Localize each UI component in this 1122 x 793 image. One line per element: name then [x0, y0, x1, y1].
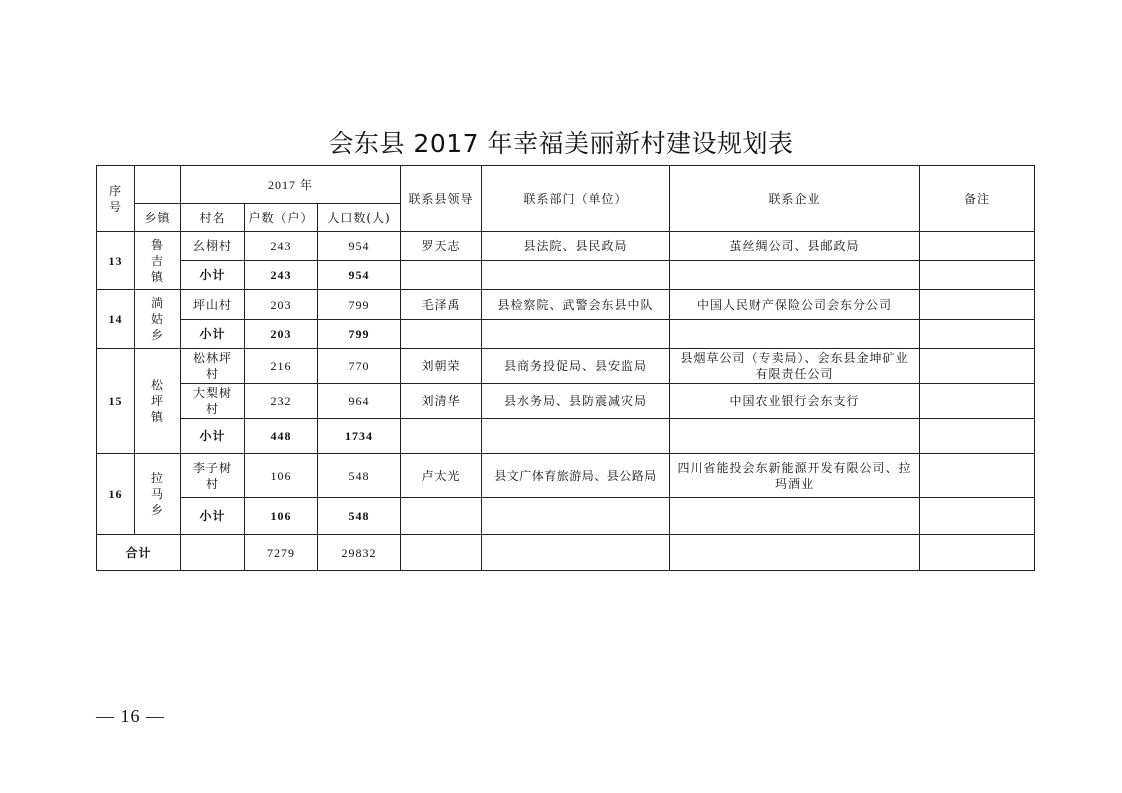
table-row [97, 384, 1035, 419]
row-remarks [920, 349, 1035, 384]
row-enterprise: 中国农业银行会东支行 [670, 384, 920, 419]
row-village: 幺栩村 [181, 232, 245, 261]
row-households: 216 [245, 349, 318, 384]
subtotal-row [97, 419, 1035, 454]
row-seq: 16 [97, 454, 135, 535]
row-village: 坪山村 [181, 290, 245, 320]
row-department: 县文广体育旅游局、县公路局 [482, 454, 670, 498]
subtotal-label: 小计 [181, 498, 245, 535]
row-households: 203 [245, 290, 318, 320]
row-leader: 罗天志 [401, 232, 482, 261]
row-enterprise: 茧丝绸公司、县邮政局 [670, 232, 920, 261]
subtotal-households: 448 [245, 419, 318, 454]
row-enterprise: 中国人民财产保险公司会东分公司 [670, 290, 920, 320]
row-leader: 卢太光 [401, 454, 482, 498]
row-population: 964 [318, 384, 401, 419]
subtotal-population: 799 [318, 320, 401, 349]
subtotal-label: 小计 [181, 419, 245, 454]
row-seq: 13 [97, 232, 135, 290]
row-leader: 刘清华 [401, 384, 482, 419]
subtotal-households: 106 [245, 498, 318, 535]
total-label: 合计 [97, 535, 181, 571]
row-households: 243 [245, 232, 318, 261]
subtotal-label: 小计 [181, 261, 245, 290]
header-seq: 序号 [97, 166, 135, 232]
row-department: 县检察院、武警会东县中队 [482, 290, 670, 320]
subtotal-row [97, 261, 1035, 290]
header-leader: 联系县领导 [401, 166, 482, 232]
header-village: 村名 [181, 204, 245, 232]
table-row [97, 290, 1035, 320]
total-households: 7279 [245, 535, 318, 571]
row-seq: 14 [97, 290, 135, 349]
header-blank [135, 166, 181, 204]
header-year: 2017 年 [181, 166, 401, 204]
row-leader: 刘朝荣 [401, 349, 482, 384]
plan-table [96, 165, 1035, 571]
subtotal-population: 1734 [318, 419, 401, 454]
row-remarks [920, 454, 1035, 498]
row-households: 106 [245, 454, 318, 498]
row-department: 县商务投促局、县安监局 [482, 349, 670, 384]
subtotal-row [97, 320, 1035, 349]
header-town: 乡镇 [135, 204, 181, 232]
subtotal-households: 243 [245, 261, 318, 290]
row-department: 县法院、县民政局 [482, 232, 670, 261]
row-population: 770 [318, 349, 401, 384]
table-row [97, 349, 1035, 384]
row-population: 799 [318, 290, 401, 320]
row-town: 淌姑乡 [135, 290, 181, 349]
header-population: 人口数(人) [318, 204, 401, 232]
subtotal-row [97, 498, 1035, 535]
row-town: 松坪镇 [135, 349, 181, 454]
header-department: 联系部门（单位） [482, 166, 670, 232]
row-seq: 15 [97, 349, 135, 454]
total-row [97, 535, 1035, 571]
row-village: 松林坪村 [181, 349, 245, 384]
table-row [97, 232, 1035, 261]
row-town: 鲁吉镇 [135, 232, 181, 290]
subtotal-population: 954 [318, 261, 401, 290]
page-number: — 16 — [96, 706, 165, 726]
row-population: 954 [318, 232, 401, 261]
header-enterprise: 联系企业 [670, 166, 920, 232]
subtotal-households: 203 [245, 320, 318, 349]
row-remarks [920, 290, 1035, 320]
row-households: 232 [245, 384, 318, 419]
total-population: 29832 [318, 535, 401, 571]
header-remarks: 备注 [920, 166, 1035, 232]
row-department: 县水务局、县防震减灾局 [482, 384, 670, 419]
row-population: 548 [318, 454, 401, 498]
row-remarks [920, 384, 1035, 419]
page-title: 会东县 2017 年幸福美丽新村建设规划表 [328, 129, 794, 158]
row-enterprise: 四川省能投会东新能源开发有限公司、拉玛酒业 [670, 454, 920, 498]
row-town: 拉马乡 [135, 454, 181, 535]
row-remarks [920, 232, 1035, 261]
subtotal-label: 小计 [181, 320, 245, 349]
subtotal-population: 548 [318, 498, 401, 535]
row-enterprise: 县烟草公司（专卖局）、会东县金坤矿业有限责任公司 [670, 349, 920, 384]
row-village: 大梨树村 [181, 384, 245, 419]
row-leader: 毛泽禹 [401, 290, 482, 320]
row-village: 李子树村 [181, 454, 245, 498]
table-row [97, 454, 1035, 498]
header-households: 户数（户） [245, 204, 318, 232]
